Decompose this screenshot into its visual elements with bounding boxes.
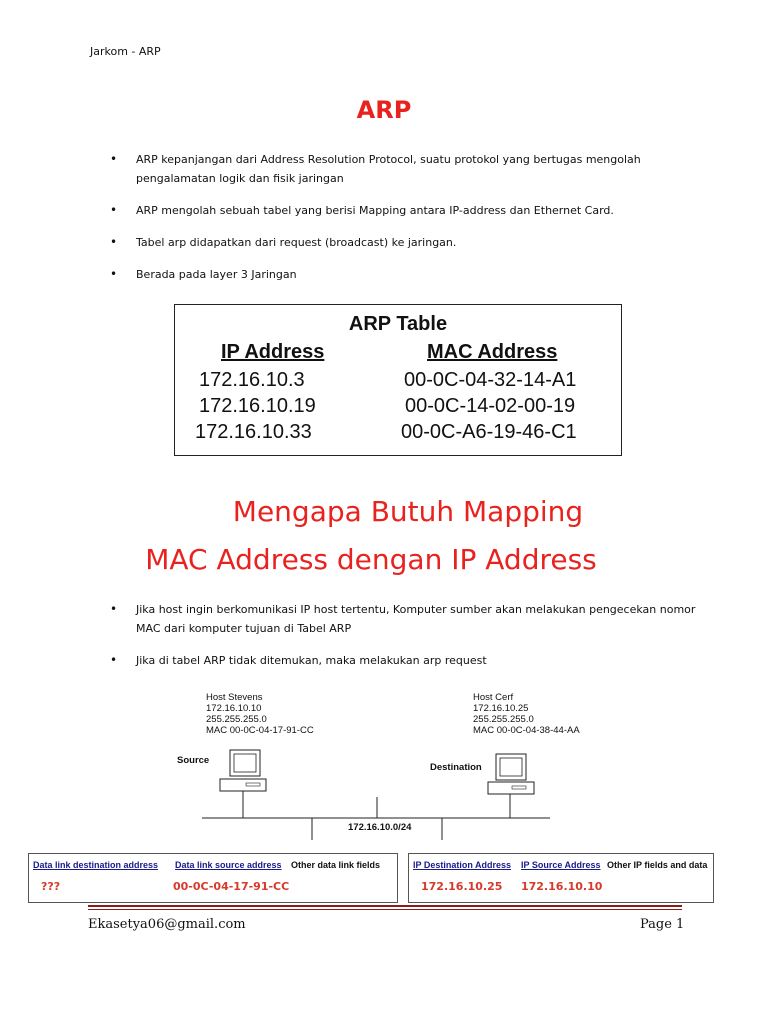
frame-header-box xyxy=(28,853,398,903)
source-label: Source xyxy=(177,755,210,766)
page-header: Jarkom - ARP xyxy=(90,45,161,58)
ip-dest-value: 172.16.10.25 xyxy=(421,880,503,893)
dest-host-info: Host Cerf 172.16.10.25 255.255.255.0 MAC 00-0C-04-38-44-AA xyxy=(473,692,580,736)
arp-table-title: ARP Table xyxy=(348,313,448,335)
source-host-info: Host Stevens 172.16.10.10 255.255.255.0 MAC 00-0C-04-17-91-CC xyxy=(206,692,314,736)
ip-dest-header: IP Destination Address xyxy=(413,860,512,870)
network-label: 172.16.10.0/24 xyxy=(348,822,412,833)
footer-rule xyxy=(88,909,682,910)
destination-label: Destination xyxy=(430,762,482,773)
ip-other-header: Other IP fields and data xyxy=(607,860,708,870)
bullet-item: • ARP kepanjangan dari Address Resolution Protocol, suatu protokol yang bertugas mengolah pengalamatan logik dan fisik jaringan xyxy=(110,150,700,188)
footer-email: Ekasetya06@gmail.com xyxy=(88,917,246,932)
frame-src-header: Data link source address xyxy=(175,860,282,870)
intro-bullets xyxy=(110,150,700,297)
page-title: ARP xyxy=(356,96,412,124)
bullet-item: • Berada pada layer 3 Jaringan xyxy=(110,265,700,284)
ip-header-box xyxy=(408,853,714,903)
frame-other-header: Other data link fields xyxy=(291,860,381,870)
arp-ip-cell: 172.16.10.19 xyxy=(199,395,316,417)
frame-dest-value: ??? xyxy=(41,880,61,893)
bullet-item: • Jika host ingin berkomunikasi IP host tertentu, Komputer sumber akan melakukan pengecekan nomor MAC dari komputer tujuan di Tabel ARP xyxy=(110,600,700,638)
arp-mac-cell: 00-0C-14-02-00-19 xyxy=(405,395,576,417)
arp-mac-cell: 00-0C-04-32-14-A1 xyxy=(404,369,577,391)
footer-rule xyxy=(88,905,682,907)
arp-ip-cell: 172.16.10.33 xyxy=(195,421,312,443)
arp-mac-cell: 00-0C-A6-19-46-C1 xyxy=(401,421,577,443)
computer-icon xyxy=(488,754,534,794)
computer-icon xyxy=(220,750,266,791)
arp-col-ip-header: IP Address xyxy=(221,341,325,363)
footer-page-number: Page 1 xyxy=(640,917,685,932)
ip-src-header: IP Source Address xyxy=(521,860,601,870)
bullet-item: • ARP mengolah sebuah tabel yang berisi Mapping antara IP-address dan Ethernet Card. xyxy=(110,201,700,220)
arp-ip-cell: 172.16.10.3 xyxy=(199,369,305,391)
arp-col-mac-header: MAC Address xyxy=(427,341,558,363)
bullet-item: • Jika di tabel ARP tidak ditemukan, maka melakukan arp request xyxy=(110,651,700,670)
bullet-item: • Tabel arp didapatkan dari request (broadcast) ke jaringan. xyxy=(110,233,700,252)
arp-table-box xyxy=(174,304,622,456)
frame-dest-header: Data link destination address xyxy=(33,860,159,870)
ip-src-value: 172.16.10.10 xyxy=(521,880,603,893)
frame-src-value: 00-0C-04-17-91-CC xyxy=(173,880,290,893)
section-heading-line1: Mengapa Butuh Mapping xyxy=(232,495,584,528)
section-heading-line2: MAC Address dengan IP Address xyxy=(145,543,597,576)
mapping-bullets xyxy=(110,600,700,683)
